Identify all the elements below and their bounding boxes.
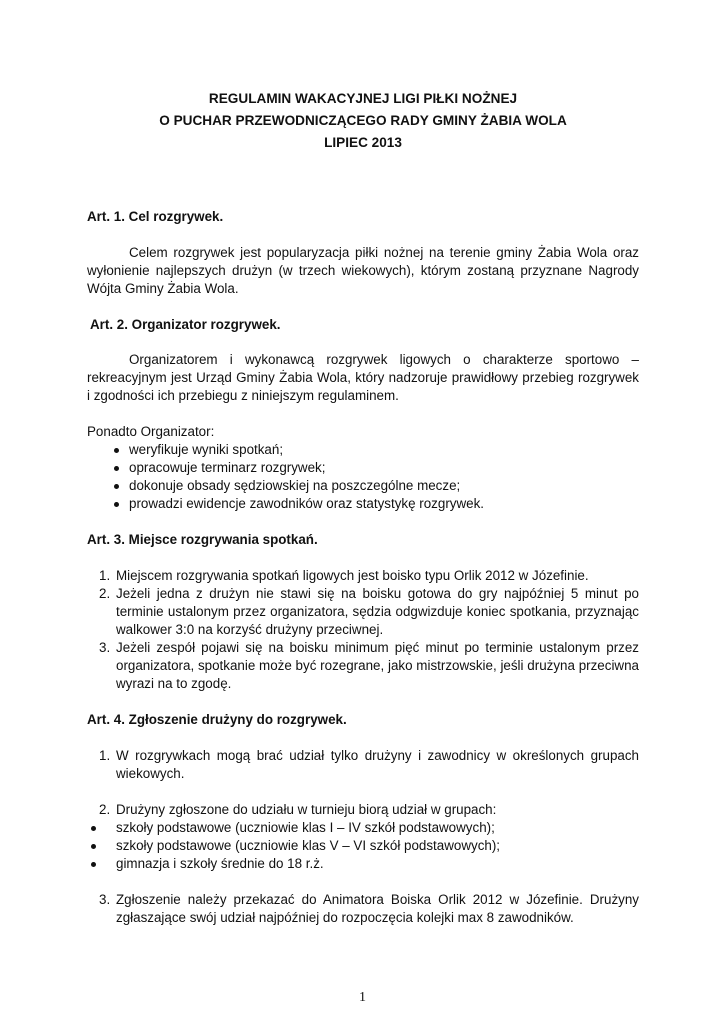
art1-paragraph: Celem rozgrywek jest popularyzacja piłki nożnej na terenie gminy Żabia Wola oraz wyłonienie najlepszych drużyn (w trzech wiekowych), którym zostaną przyznane Nagrody Wójta Gminy Żabia Wola.: [87, 245, 639, 296]
list-item: 2. Drużyny zgłoszone do udziału w turnieju biorą udział w grupach:: [99, 802, 497, 817]
title-line-2: O PUCHAR PRZEWODNICZĄCEGO RADY GMINY ŻABIA WOLA: [159, 113, 567, 128]
list-item: 2. Jeżeli jedna z drużyn nie stawi się na boisku gotowa do gry najpóźniej 5 minut po terminie ustalonym przez organizatora, sędzia odgwizduje koniec spotkania, przyznając walkower 3:0 na korzyść drużyny przeciwnej.: [99, 586, 639, 637]
art3-heading: Art. 3. Miejsce rozgrywania spotkań.: [87, 532, 318, 547]
art2-intro: Ponadto Organizator:: [87, 424, 215, 439]
art2-paragraph: Organizatorem i wykonawcą rozgrywek ligowych o charakterze sportowo – rekreacyjnym jest Urząd Gminy Żabia Wola, który nadzoruje prawidłowy przebieg rozgrywek i zgodności ich przebiegu z niniejszym regulaminem.: [87, 352, 639, 403]
list-item: szkoły podstawowe (uczniowie klas I – IV szkół podstawowych);: [87, 819, 639, 837]
art2-heading: Art. 2. Organizator rozgrywek.: [90, 317, 281, 332]
art1-heading: Art. 1. Cel rozgrywek.: [87, 209, 224, 224]
list-item: 1. W rozgrywkach mogą brać udział tylko drużyny i zawodnicy w określonych grupach wiekowych.: [99, 748, 639, 781]
page-number: 1: [359, 990, 366, 1005]
list-item: dokonuje obsady sędziowskiej na poszczególne mecze;: [87, 477, 639, 495]
title-line-3: LIPIEC 2013: [324, 135, 402, 150]
list-item: szkoły podstawowe (uczniowie klas V – VI szkół podstawowych);: [87, 837, 639, 855]
list-item: 1. Miejscem rozgrywania spotkań ligowych jest boisko typu Orlik 2012 w Józefinie.: [99, 568, 589, 583]
age-groups-list: [87, 819, 639, 873]
document-page: [87, 88, 639, 927]
list-item: opracowuje terminarz rozgrywek;: [87, 459, 639, 477]
art4-list: [87, 747, 639, 819]
list-item: prowadzi ewidencje zawodników oraz statystykę rozgrywek.: [87, 495, 639, 513]
organizer-duties-list: [87, 441, 639, 513]
art4-list-cont: [87, 891, 639, 927]
list-item: weryfikuje wyniki spotkań;: [87, 441, 639, 459]
art3-list: [87, 567, 639, 693]
list-item: gimnazja i szkoły średnie do 18 r.ż.: [87, 855, 639, 873]
document-title: [87, 88, 639, 154]
title-line-1: REGULAMIN WAKACYJNEJ LIGI PIŁKI NOŻNEJ: [208, 91, 518, 106]
list-item: 3. Jeżeli zespół pojawi się na boisku minimum pięć minut po terminie ustalonym przez organizatora, spotkanie może być rozegrane, jako mistrzowskie, jeśli drużyna przeciwna wyrazi na to zgodę.: [99, 640, 639, 691]
art4-heading: Art. 4. Zgłoszenie drużyny do rozgrywek.: [87, 712, 347, 727]
list-item: 3. Zgłoszenie należy przekazać do Animatora Boiska Orlik 2012 w Józefinie. Drużyny zgłaszające swój udział najpóźniej do rozpoczęcia kolejki max 8 zawodników.: [99, 892, 639, 925]
